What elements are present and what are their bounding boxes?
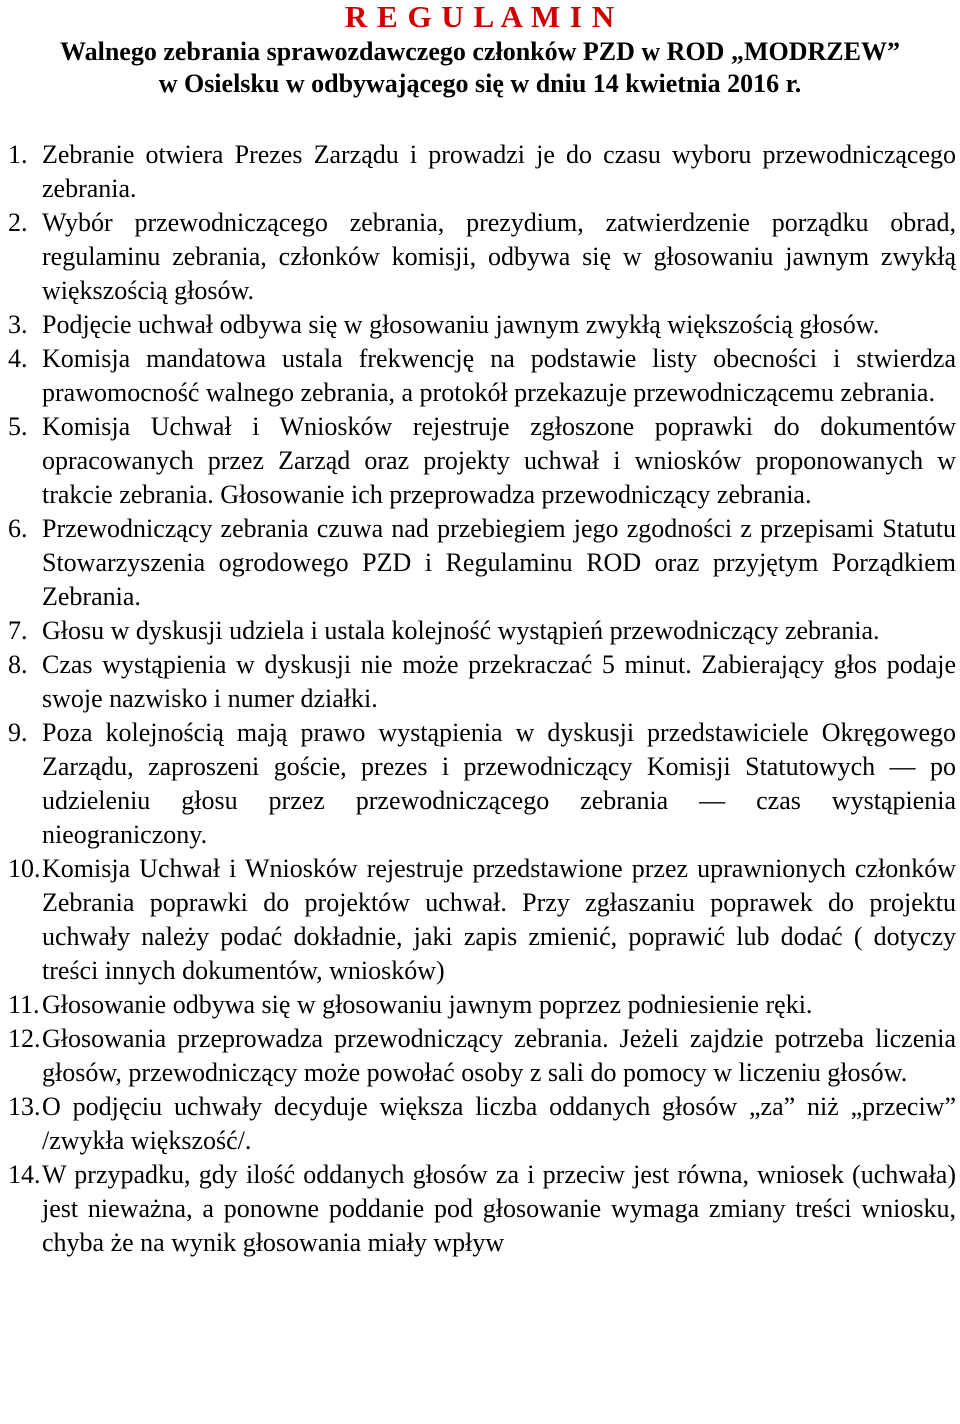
document-title: R E G U L A M I N: [344, 0, 616, 34]
list-item: [8, 138, 956, 206]
list-item: [8, 614, 956, 648]
item-number: 2.: [8, 208, 28, 237]
item-text: Głosowania przeprowadza przewodniczący zebrania. Jeżeli zajdzie potrzeba liczenia głosów, przewodniczący może powołać osoby z sali do pomocy w liczeniu głosów.: [42, 1024, 956, 1087]
item-number: 11.: [8, 990, 40, 1019]
item-text: Głosowanie odbywa się w głosowaniu jawnym poprzez podniesienie ręki.: [42, 990, 813, 1019]
list-item: [8, 648, 956, 716]
item-number: 13.: [8, 1092, 41, 1121]
item-text: Czas wystąpienia w dyskusji nie może przekraczać 5 minut. Zabierający głos podaje swoje nazwisko i numer działki.: [42, 650, 956, 713]
item-text: Głosu w dyskusji udziela i ustala kolejność wystąpień przewodniczący zebrania.: [42, 616, 880, 645]
list-item: [8, 716, 956, 852]
list-item: [8, 1090, 956, 1158]
list-item: [8, 206, 956, 308]
list-item: [8, 988, 956, 1022]
item-number: 10.: [8, 854, 41, 883]
item-text: O podjęciu uchwały decyduje większa liczba oddanych głosów „za” niż „przeciw” /zwykła większość/.: [42, 1092, 956, 1155]
item-text: Komisja mandatowa ustala frekwencję na podstawie listy obecności i stwierdza prawomocność walnego zebrania, a protokół przekazuje przewodniczącemu zebrania.: [42, 344, 956, 407]
item-text: Komisja Uchwał i Wniosków rejestruje zgłoszone poprawki do dokumentów opracowanych przez Zarząd oraz projekty uchwał i wniosków proponowanych w trakcie zebrania. Głosowanie ich przeprowadza przewodniczący zebrania.: [42, 412, 956, 509]
list-item: [8, 1022, 956, 1090]
item-number: 14.: [8, 1160, 41, 1189]
document-subtitle-line-1: Walnego zebrania sprawozdawczego członków PZD w ROD „MODRZEW”: [60, 37, 900, 66]
item-text: Komisja Uchwał i Wniosków rejestruje przedstawione przez uprawnionych członków Zebrania poprawki do projektów uchwał. Przy zgłaszaniu poprawek do projektu uchwały należy podać dokładnie, jaki zapis zmienić, poprawić lub dodać ( dotyczy treści innych dokumentów, wniosków): [42, 854, 956, 985]
item-number: 7.: [8, 616, 28, 645]
list-item: [8, 410, 956, 512]
list-item: [8, 512, 956, 614]
item-number: 6.: [8, 514, 28, 543]
list-item: [8, 1158, 956, 1260]
item-number: 9.: [8, 718, 28, 747]
list-item: [8, 342, 956, 410]
item-text: Poza kolejnością mają prawo wystąpienia w dyskusji przedstawiciele Okręgowego Zarządu, zaproszeni goście, prezes i przewodniczący Komisji Statutowych — po udzieleniu głosu przez przewodniczącego zebrania — czas wystąpienia nieograniczony.: [42, 718, 956, 849]
item-text: Podjęcie uchwał odbywa się w głosowaniu jawnym zwykłą większością głosów.: [42, 310, 880, 339]
item-number: 1.: [8, 140, 28, 169]
regulation-list: [8, 138, 956, 1260]
item-number: 12.: [8, 1024, 41, 1053]
item-text: Zebranie otwiera Prezes Zarządu i prowadzi je do czasu wyboru przewodniczącego zebrania.: [42, 140, 956, 203]
document-subtitle-line-2: w Osielsku w odbywającego się w dniu 14 kwietnia 2016 r.: [158, 69, 802, 98]
item-number: 3.: [8, 310, 28, 339]
item-text: Przewodniczący zebrania czuwa nad przebiegiem jego zgodności z przepisami Statutu Stowarzyszenia ogrodowego PZD i Regulaminu ROD oraz przyjętym Porządkiem Zebrania.: [42, 514, 956, 611]
list-item: [8, 852, 956, 988]
item-number: 4.: [8, 344, 28, 373]
item-text: Wybór przewodniczącego zebrania, prezydium, zatwierdzenie porządku obrad, regulaminu zebrania, członków komisji, odbywa się w głosowaniu jawnym zwykłą większością głosów.: [42, 208, 956, 305]
item-number: 5.: [8, 412, 28, 441]
item-text: W przypadku, gdy ilość oddanych głosów za i przeciw jest równa, wniosek (uchwała) jest nieważna, a ponowne poddanie pod głosowanie wymaga zmiany treści wniosku, chyba że na wynik głosowania miały wpływ: [42, 1160, 956, 1257]
list-item: [8, 308, 956, 342]
item-number: 8.: [8, 650, 28, 679]
